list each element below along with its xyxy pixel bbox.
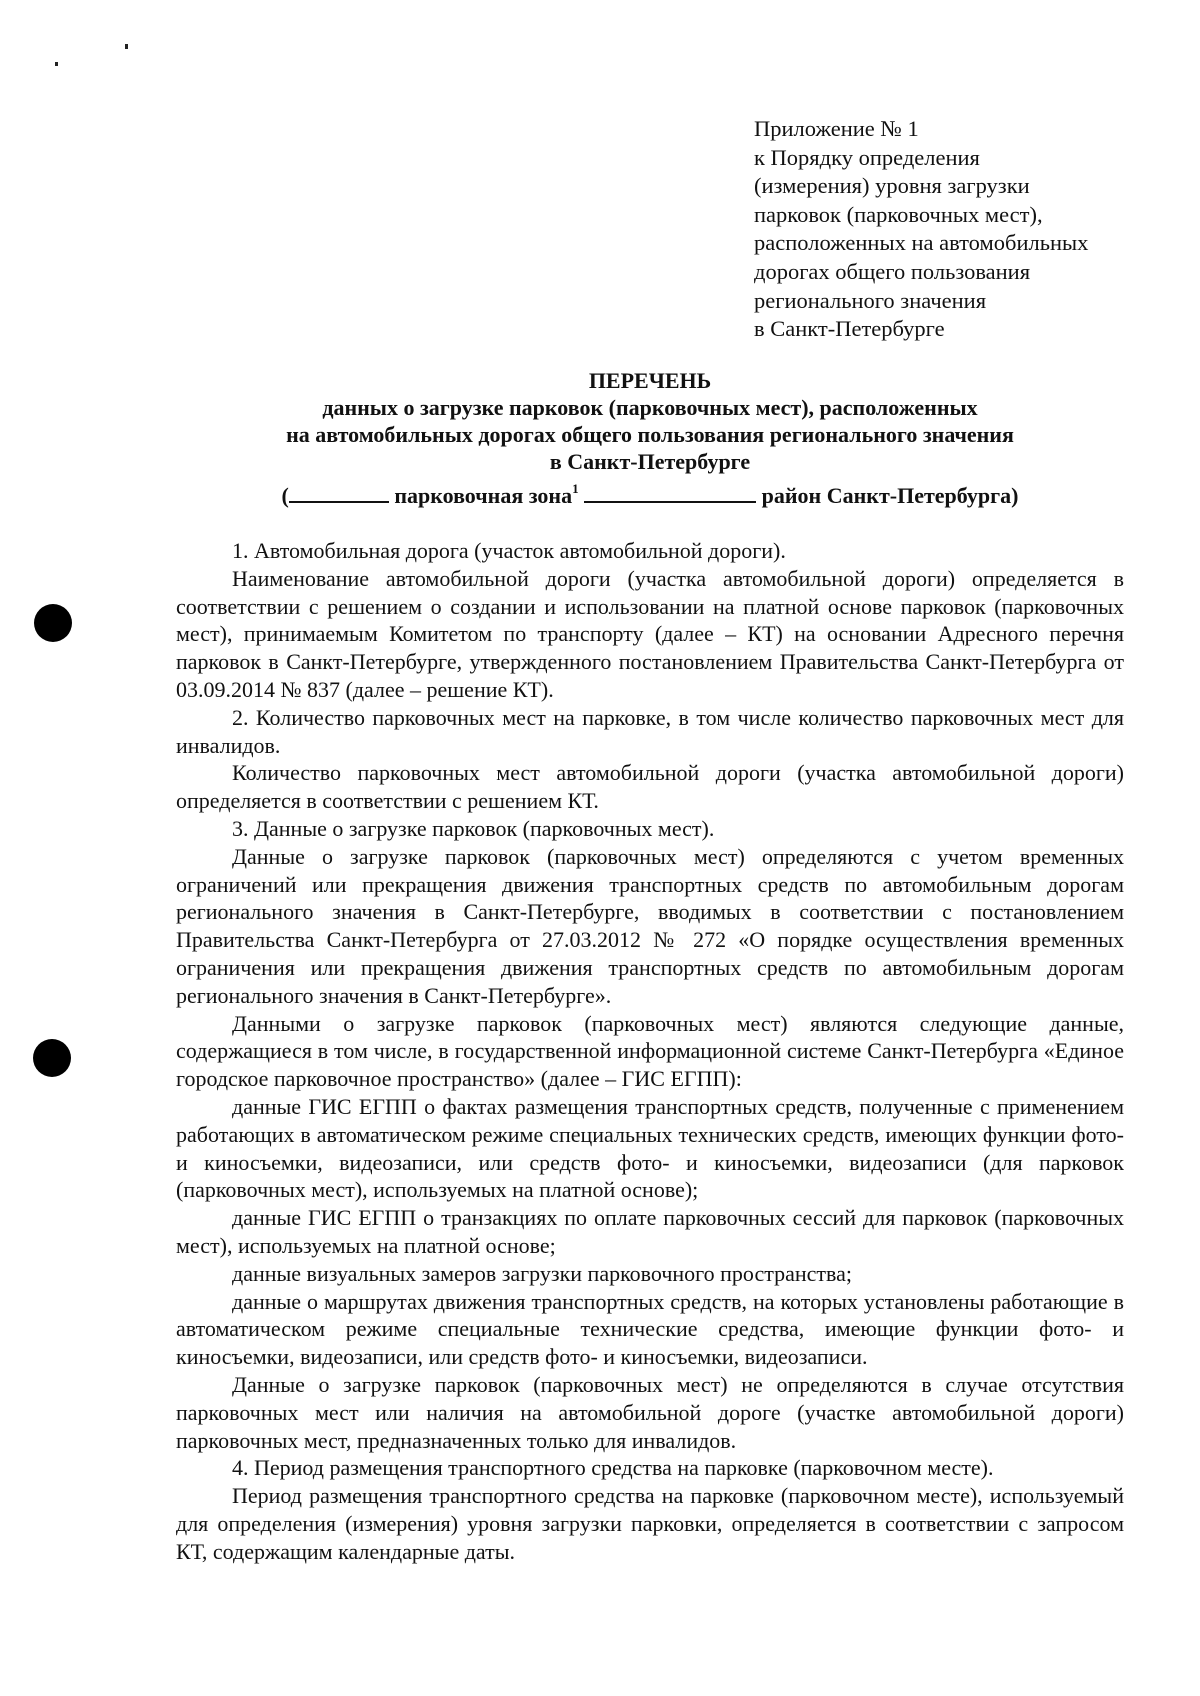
section-heading: 4. Период размещения транспортного средства на парковке (парковочном месте). <box>232 1455 994 1481</box>
appendix-line: (измерения) уровня загрузки <box>754 173 1030 199</box>
appendix-line: расположенных на автомобильных <box>754 230 1089 256</box>
list-item: данные ГИС ЕГПП о транзакциях по оплате парковочных сессий для парковок (парковочных мест), используемых на платной основе; <box>176 1205 1124 1258</box>
appendix-line: регионального значения <box>754 287 987 313</box>
paragraph: Данные о загрузке парковок (парковочных мест) определяются с учетом временных ограничений или прекращения движения транспортных средств по автомобильным дорогам регионального значения в Санкт-Петербурге, вводимых в соответствии с постановлением Правительства Санкт-Петербурга от 27.03.2012 № 272 «О порядке осуществления временных ограничения или прекращения движения транспортных средств по автомобильным дорогам регионального значения в Санкт-Петербурге». <box>176 843 1124 1008</box>
footnote-mark: 1 <box>572 480 579 496</box>
punch-hole-mark <box>33 1039 71 1077</box>
list-item: данные о маршрутах движения транспортных средств, на которых установлены работающие в автоматическом режиме специальные технические средства, имеющие функции фото- и киносъемки, видеозаписи, или средств фото- и киносъемки, видеозаписи. <box>176 1288 1124 1370</box>
appendix-line: дорогах общего пользования <box>754 258 1031 284</box>
title-line: данных о загрузке парковок (парковочных мест), расположенных <box>322 395 978 420</box>
paragraph: Период размещения транспортного средства на парковке (парковочном месте), используемый для определения (измерения) уровня загрузки парковки, определяется в соответствии с запросом КТ, содержащим календарные даты. <box>176 1483 1124 1564</box>
appendix-reference <box>754 115 1154 344</box>
zone-open-paren: ( <box>281 483 289 508</box>
scan-speck <box>125 44 128 49</box>
zone-label: парковочная зона <box>394 483 573 508</box>
paragraph: Данные о загрузке парковок (парковочных мест) не определяются в случае отсутствия парковочных мест или наличия на автомобильной дороге (участке автомобильной дороги) парковочных мест, предназначенных только для инвалидов. <box>176 1371 1124 1453</box>
zone-line <box>175 481 1125 509</box>
appendix-line: к Порядку определения <box>754 144 980 170</box>
district-label: район Санкт-Петербурга) <box>761 483 1019 508</box>
zone-blank <box>289 481 389 503</box>
title-heading: ПЕРЕЧЕНЬ <box>588 368 712 393</box>
district-blank <box>584 481 756 503</box>
punch-hole-mark <box>34 604 72 642</box>
section-heading: 2. Количество парковочных мест на парковке, в том числе количество парковочных мест для инвалидов. <box>176 704 1124 758</box>
document-title <box>175 367 1125 508</box>
document-body <box>176 537 1124 1565</box>
section-heading: 3. Данные о загрузке парковок (парковочных мест). <box>232 815 715 841</box>
title-line: в Санкт-Петербурге <box>549 449 751 474</box>
list-item: данные ГИС ЕГПП о фактах размещения транспортных средств, полученные с применением работающих в автоматическом режиме специальных технических средств, имеющих функции фото- и киносъемки, видеозаписи, или средств фото- и киносъемки, видеозаписи (для парковок (парковочных мест), используемых на платной основе); <box>176 1093 1124 1203</box>
section-heading: 1. Автомобильная дорога (участок автомобильной дороги). <box>232 538 786 563</box>
appendix-line: Приложение № 1 <box>754 116 919 141</box>
paragraph: Количество парковочных мест автомобильной дороги (участка автомобильной дороги) определяется в соответствии с решением КТ. <box>176 760 1124 814</box>
appendix-line: в Санкт-Петербурге <box>754 316 945 342</box>
appendix-line: парковок (парковочных мест), <box>754 201 1043 227</box>
list-item: данные визуальных замеров загрузки парковочного пространства; <box>232 1260 852 1286</box>
paragraph: Наименование автомобильной дороги (участка автомобильной дороги) определяется в соответствии с решением о создании и использовании на платной основе парковок (парковочных мест), принимаемым Комитетом по транспорту (далее – КТ) на основании Адресного перечня парковок в Санкт-Петербурге, утвержденного постановлением Правительства Санкт-Петербурга от 03.09.2014 № 837 (далее – решение КТ). <box>176 565 1124 702</box>
scan-speck <box>55 62 58 66</box>
title-line: на автомобильных дорогах общего пользования регионального значения <box>286 422 1014 447</box>
paragraph: Данными о загрузке парковок (парковочных мест) являются следующие данные, содержащиеся в том числе, в государственной информационной системе Санкт-Петербурга «Единое городское парковочное пространство» (далее – ГИС ЕГПП): <box>176 1010 1124 1092</box>
